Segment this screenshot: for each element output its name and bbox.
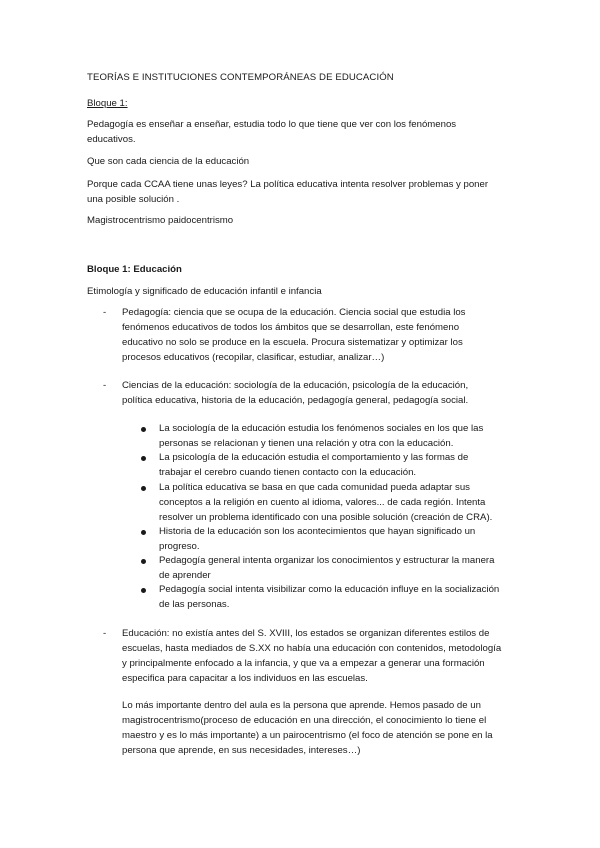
bullet-1-line-1: La sociología de la educación estudia los fenómenos sociales en los que las (159, 423, 484, 434)
intro-paragraph-4: Magistrocentrismo paidocentrismo (87, 215, 234, 226)
section-subtitle: Etimología y significado de educación infantil e infancia (87, 286, 322, 297)
dash-marker: - (103, 307, 107, 318)
bullet-icon (141, 486, 146, 491)
bullet-1-line-2: personas se relacionan y tienen una relación y otra con la educación. (159, 438, 454, 449)
item-1-line-4: procesos educativos (recopilar, clasificar, estudiar, analizar…) (122, 352, 385, 363)
bullet-4-line-1: Historia de la educación son los acontecimientos que hayan significado un (159, 526, 476, 537)
bullet-icon (141, 559, 146, 564)
bullet-4-line-2: progreso. (159, 541, 200, 552)
item-1-line-1: Pedagogía: ciencia que se ocupa de la educación. Ciencia social que estudia los (122, 307, 466, 318)
dash-marker: - (103, 628, 107, 639)
intro-paragraph-3-line-2: una posible solución . (87, 194, 180, 205)
bullet-2-line-2: trabajar el cerebro cuando tienen contacto con la educación. (159, 467, 417, 478)
item-1-line-2: fenómenos educativos de todos los ámbitos que se desarrollan, este fenómeno (122, 322, 460, 333)
bullet-6-line-2: de las personas. (159, 599, 230, 610)
bullet-icon (141, 456, 146, 461)
bullet-5-line-1: Pedagogía general intenta organizar los conocimientos y estructurar la manera (159, 555, 495, 566)
bullet-3-line-2: conceptos a la religión en cuento al idioma, valores... de cada región. Intenta (159, 497, 486, 508)
item-3-line-1: Educación: no existía antes del S. XVIII, los estados se organizan diferentes estilos de (122, 628, 490, 639)
bullet-icon (141, 427, 146, 432)
intro-heading: Bloque 1: (87, 98, 128, 109)
dash-marker: - (103, 380, 107, 391)
intro-paragraph-1-line-2: educativos. (87, 134, 136, 145)
document-title: TEORÍAS E INSTITUCIONES CONTEMPORÁNEAS DE EDUCACIÓN (87, 72, 394, 83)
item-3-line-4: especifica para capacitar a los individuos en las escuelas. (122, 673, 368, 684)
item-2-line-2: política educativa, historia de la educación, pedagogía general, pedagogía social. (122, 395, 469, 406)
bullet-3-line-1: La política educativa se basa en que cada comunidad pueda adaptar sus (159, 482, 470, 493)
bullet-5-line-2: de aprender (159, 570, 211, 581)
item-3-para-2-line-4: persona que aprende, en sus necesidades, intereses…) (122, 745, 361, 756)
item-1-line-3: educativo no solo se produce en la escuela. Procura sistematizar y optimizar los (122, 337, 463, 348)
section-heading: Bloque 1: Educación (87, 264, 182, 275)
bullet-6-line-1: Pedagogía social intenta visibilizar como la educación influye en la socialización (159, 584, 500, 595)
intro-paragraph-1-line-1: Pedagogía es enseñar a enseñar, estudia todo lo que tiene que ver con los fenómenos (87, 119, 457, 130)
bullet-icon (141, 530, 146, 535)
item-3-para-2-line-1: Lo más importante dentro del aula es la persona que aprende. Hemos pasado de un (122, 700, 481, 711)
item-2-line-1: Ciencias de la educación: sociología de la educación, psicología de la educación, (122, 380, 469, 391)
item-3-line-3: y principalmente enfocado a la infancia, y que va a empezar a generar una formación (122, 658, 485, 669)
item-3-para-2-line-2: magistrocentrismo(proceso de educación en una dirección, el conocimiento lo tiene el (122, 715, 487, 726)
bullet-icon (141, 588, 146, 593)
bullet-3-line-3: resolver un problema identificado con una posible solución (creación de CRA). (159, 512, 493, 523)
intro-paragraph-3-line-1: Porque cada CCAA tiene unas leyes? La política educativa intenta resolver problemas y poner (87, 179, 489, 190)
intro-paragraph-2: Que son cada ciencia de la educación (87, 156, 250, 167)
item-3-para-2-line-3: maestro y es lo más importante) a un pairocentrismo (el foco de atención se pone en la (122, 730, 493, 741)
item-3-line-2: escuelas, hasta mediados de S.XX no había una educación con contenidos, metodología (122, 643, 502, 654)
bullet-2-line-1: La psicología de la educación estudia el comportamiento y las formas de (159, 452, 469, 463)
